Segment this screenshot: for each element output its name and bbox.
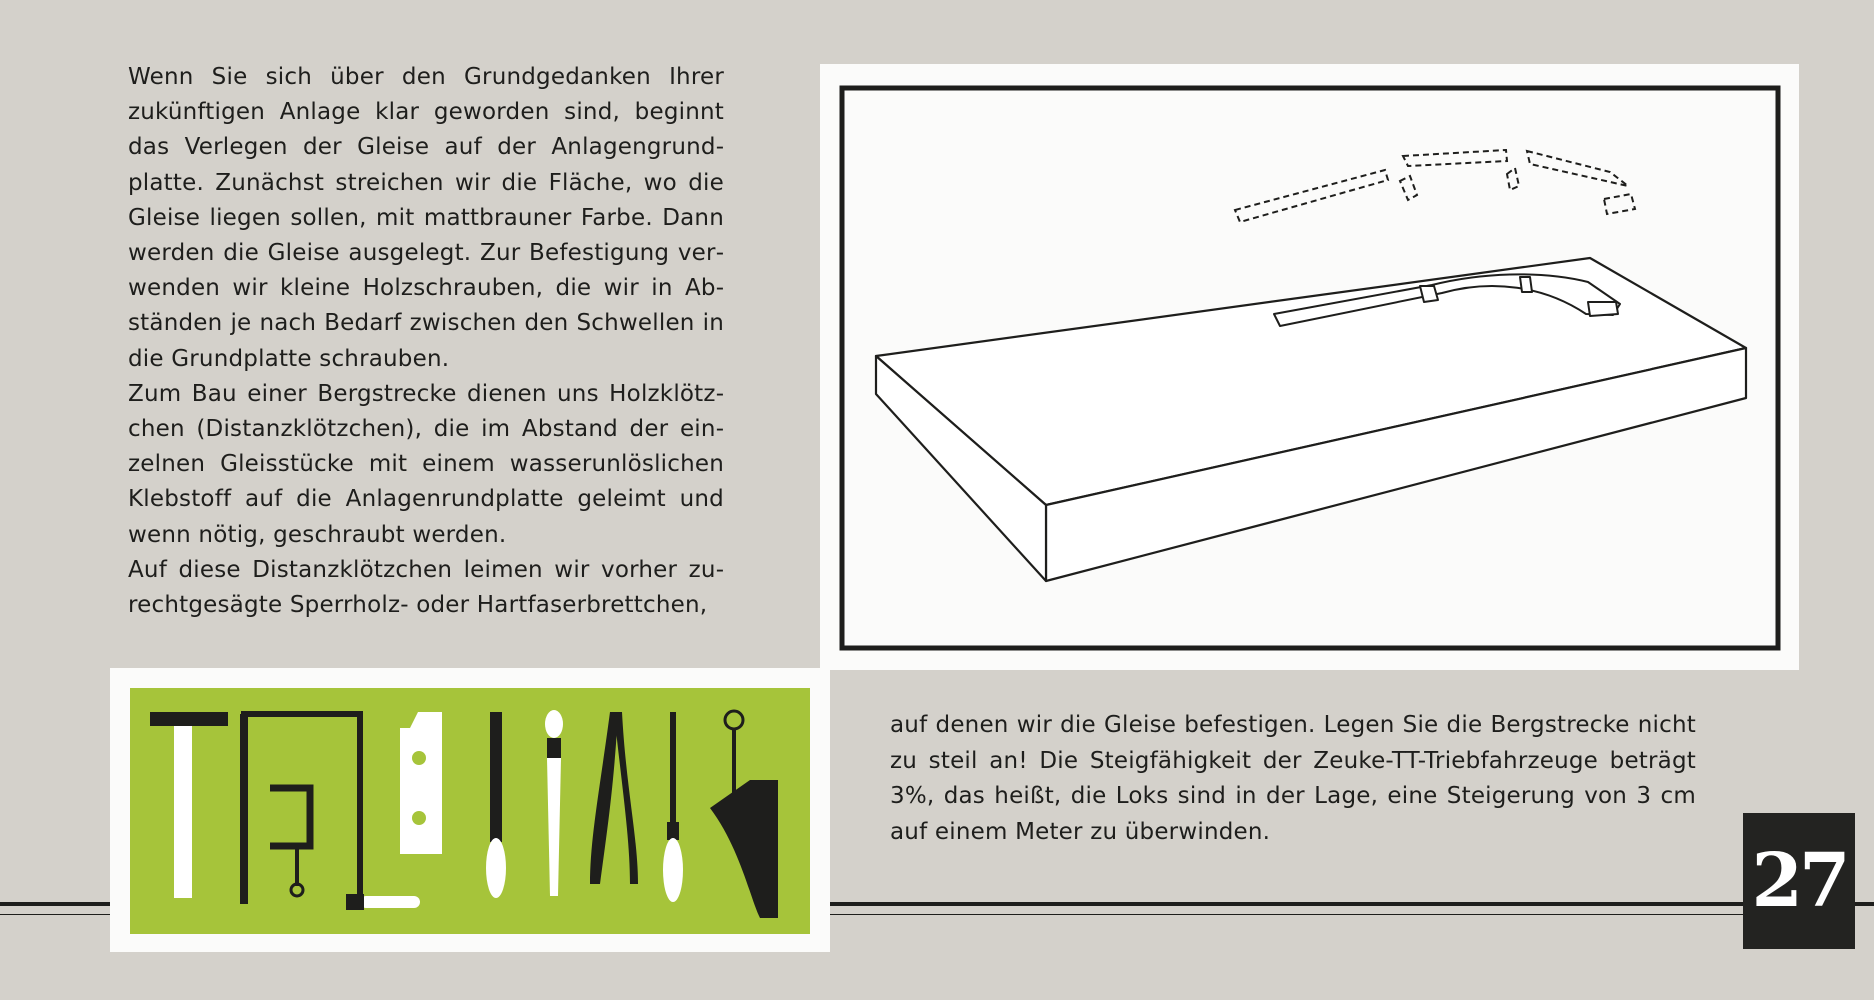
baseboard-drawing [820, 64, 1799, 670]
rule-right-thin [830, 914, 1743, 915]
paragraph-mountain-track: Zum Bau einer Bergstrecke dienen uns Holzklötzchen (Distanzklötzchen), die im Abstand der einzelnen Gleisstücke mit einem wasserunlöslichen Klebstoff auf die Anlagenrundplatte geleimt und wenn nötig, geschraubt werden. [128, 380, 724, 548]
paragraph-gradient: auf denen wir die Gleise befestigen. Legen Sie die Bergstrecke nicht zu steil an! Die Steigfähigkeit der Zeuke-TT-Triebfahrzeuge beträgt 3%, das heißt, die Loks sind in der Lage, eine Steigerung von 3 cm auf einem Meter zu überwinden. [890, 712, 1696, 845]
baseboard-illustration [820, 64, 1799, 670]
tools-illustration [110, 668, 830, 952]
tools-green-panel [130, 688, 810, 934]
rule-left-thin [0, 914, 110, 915]
page-number: 27 [1743, 813, 1855, 949]
rule-left [0, 902, 110, 906]
paragraph-spacer-blocks: Auf diese Distanzklötzchen leimen wir vorher zurechtgesägte Sperrholz- oder Hartfaserbrettchen, [128, 556, 724, 619]
square-ruler-icon [400, 712, 442, 854]
rule-edge [1855, 902, 1874, 906]
paragraph-track-laying: Wenn Sie sich über den Grundgedanken Ihrer zukünftigen Anlage klar geworden sind, beginnt das Verlegen der Gleise auf der Anlagengrundplatte. Zunächst streichen wir die Fläche, wo die Gleise liegen sollen, mit mattbrauner Farbe. Dann werden die Gleise ausgelegt. Zur Befestigung verwenden wir kleine Holzschrauben, die wir in Abständen je nach Bedarf zwischen den Schwellen in die Grundplatte schrauben. [128, 64, 724, 372]
tools-drawing [110, 668, 830, 952]
rule-right [830, 902, 1743, 906]
text-column-left [128, 60, 724, 623]
text-column-right [890, 708, 1696, 850]
